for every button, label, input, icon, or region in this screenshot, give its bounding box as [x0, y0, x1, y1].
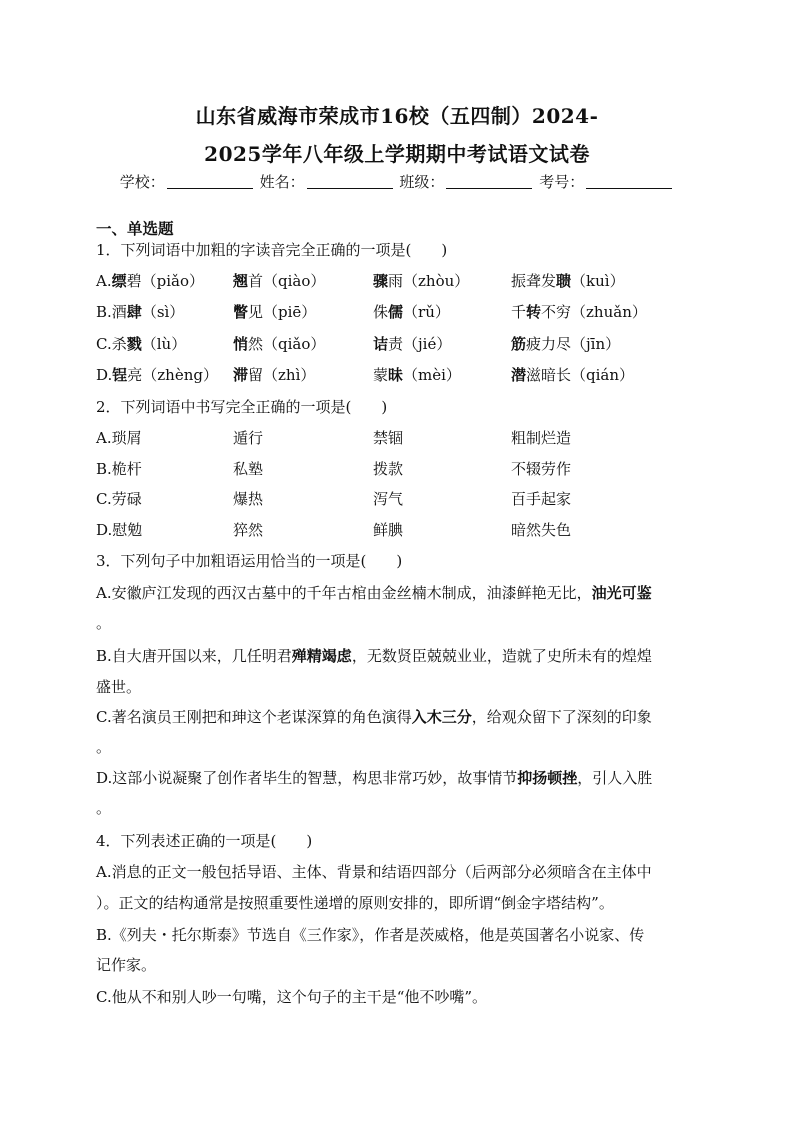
question-1-word: [233, 301, 316, 322]
question-1-word: [233, 270, 325, 291]
question-3-stem: 3．下列句子中加粗语运用恰当的一项是( ): [96, 552, 403, 570]
question-2-stem: 2．下列词语中书写完全正确的一项是( ): [96, 398, 388, 416]
word-pinyin: 见（piē）: [248, 303, 317, 321]
bold-character: 悄: [233, 335, 249, 353]
word-pinyin: 不穷（zhuǎn）: [541, 303, 647, 321]
bold-character: 瞥: [233, 303, 249, 321]
word-pinyin: 碧（piǎo）: [126, 272, 204, 290]
question-4-option-a-line1: A.消息的正文一般包括导语、主体、背景和结语四部分（后两部分必须暗含在主体中: [96, 863, 652, 881]
question-1-word: [96, 364, 218, 385]
question-1-word: [373, 301, 450, 322]
bold-character: 聩: [556, 272, 572, 290]
word-pinyin: 责（jié）: [388, 335, 452, 353]
q3-c-text: C.著名演员王刚把和珅这个老谋深算的角色演得: [96, 708, 412, 726]
question-1-word: [511, 270, 625, 291]
word-pinyin: 疲力尽（jīn）: [526, 335, 621, 353]
question-1-word: [373, 270, 469, 291]
word-pinyin: 首（qiào）: [248, 272, 326, 290]
q3-c-text2: ，给观众留下了深刻的印象: [471, 708, 652, 726]
question-1-word: [233, 364, 315, 385]
exam-title-line2: 2025学年八年级上学期期中考试语文试卷: [204, 142, 590, 166]
question-4-stem: 4．下列表述正确的一项是( ): [96, 832, 313, 850]
q3-d-text2: ，引人入胜: [577, 769, 653, 787]
question-1-word: [96, 333, 186, 354]
question-2-word: 禁锢: [373, 429, 404, 447]
question-2-word: 粗制烂造: [511, 429, 572, 447]
question-3-option-b: [96, 645, 652, 666]
question-1-word: [511, 301, 647, 322]
question-3-option-c-end: 。: [96, 738, 112, 756]
question-2-word: D.慰勉: [96, 521, 143, 539]
word-pinyin: 雨（zhòu）: [388, 272, 470, 290]
word-text: 千: [511, 303, 527, 321]
question-4-option-b-line2: 记作家。: [96, 956, 157, 974]
word-pinyin: （mèi）: [403, 366, 461, 384]
word-text: 振聋发: [511, 272, 557, 290]
question-1-word: [96, 301, 184, 322]
q3-b-text2: ，无数贤臣兢兢业业，造就了史所未有的煌煌: [351, 647, 652, 665]
q3-d-bold: 抑扬顿挫: [517, 769, 578, 787]
question-3-option-a: [96, 582, 652, 603]
q3-d-text: D.这部小说凝聚了创作者毕生的智慧，构思非常巧妙，故事情节: [96, 769, 518, 787]
bold-character: 昧: [388, 366, 404, 384]
section-heading: 一、单选题: [96, 219, 174, 238]
bold-character: 缥: [111, 272, 127, 290]
question-2-word: 百手起家: [511, 490, 572, 508]
question-1-word: [233, 333, 325, 354]
bold-character: 锃: [112, 366, 128, 384]
bold-character: 潜: [511, 366, 527, 384]
question-2-word: B.桅杆: [96, 460, 142, 478]
question-2-word: 不辍劳作: [511, 460, 572, 478]
bold-character: 儒: [388, 303, 404, 321]
q3-b-bold: 殚精竭虑: [291, 647, 352, 665]
question-2-word: 猝然: [233, 521, 264, 539]
student-info-line: [0, 171, 794, 192]
word-text: C.杀: [96, 335, 127, 353]
q3-c-bold: 入木三分: [411, 708, 472, 726]
question-2-word: 爆热: [233, 490, 264, 508]
exam-title-line1: 山东省威海市荣成市16校（五四制）2024-: [195, 104, 599, 128]
word-text: 蒙: [373, 366, 389, 384]
word-pinyin: 滋暗长（qián）: [526, 366, 635, 384]
question-1-word: [511, 364, 634, 385]
question-4-option-a-line2: ）。正文的结构通常是按照重要性递增的原则安排的，即所谓“倒金字塔结构”。: [96, 894, 614, 912]
bold-character: 诘: [373, 335, 389, 353]
word-text: B.酒: [96, 303, 127, 321]
question-2-word: 暗然失色: [511, 521, 572, 539]
q3-a-text: A.安徽庐江发现的西汉古墓中的千年古棺由金丝楠木制成，油漆鲜艳无比，: [96, 584, 592, 602]
question-2-word: 遁行: [233, 429, 264, 447]
bold-character: 转: [526, 303, 542, 321]
question-3-option-d: [96, 767, 652, 788]
name-label: 姓名：: [259, 173, 305, 191]
q3-b-text: B.自大唐开国以来，几任明君: [96, 647, 292, 665]
question-2-word: 私塾: [233, 460, 264, 478]
question-1-word: [96, 270, 204, 291]
bold-character: 滞: [233, 366, 249, 384]
word-pinyin: 亮（zhèng）: [127, 366, 218, 384]
question-4-option-b-line1: B.《列夫・托尔斯泰》节选自《三作家》，作者是茨威格，他是英国著名小说家、传: [96, 926, 645, 944]
word-pinyin: （sì）: [141, 303, 185, 321]
bold-character: 骤: [373, 272, 389, 290]
question-2-word: 泻气: [373, 490, 404, 508]
q3-a-bold: 油光可鉴: [591, 584, 652, 602]
exam-number-blank[interactable]: [586, 174, 672, 189]
bold-character: 筋: [511, 335, 527, 353]
school-blank[interactable]: [167, 174, 253, 189]
question-2-word: A.琐屑: [96, 429, 142, 447]
question-4-option-c: C.他从不和别人吵一句嘴，这个句子的主干是“他不吵嘴”。: [96, 988, 488, 1006]
question-1-word: [373, 333, 451, 354]
question-1-word: [373, 364, 461, 385]
name-blank[interactable]: [307, 174, 393, 189]
exam-number-label: 考号：: [539, 173, 585, 191]
class-label: 班级：: [399, 173, 445, 191]
question-1-stem: 1．下列词语中加粗的字读音完全正确的一项是( ): [96, 241, 448, 259]
bold-character: 肆: [126, 303, 142, 321]
bold-character: 翘: [233, 272, 249, 290]
word-text: D.: [96, 366, 113, 384]
question-3-option-d-end: 。: [96, 799, 112, 817]
question-3-option-b-end: 盛世。: [96, 678, 142, 696]
word-pinyin: 然（qiǎo）: [248, 335, 326, 353]
class-blank[interactable]: [446, 174, 532, 189]
question-2-word: 拨款: [373, 460, 404, 478]
bold-character: 戮: [126, 335, 142, 353]
word-text: 侏: [373, 303, 389, 321]
question-2-word: 鲜腆: [373, 521, 404, 539]
word-pinyin: （lù）: [141, 335, 187, 353]
word-text: A.: [96, 272, 112, 290]
question-3-option-a-end: 。: [96, 614, 112, 632]
word-pinyin: （kuì）: [571, 272, 625, 290]
word-pinyin: 留（zhì）: [248, 366, 316, 384]
question-3-option-c: [96, 706, 652, 727]
word-pinyin: （rǔ）: [403, 303, 450, 321]
question-2-word: C.劳碌: [96, 490, 142, 508]
school-label: 学校：: [119, 173, 165, 191]
question-1-word: [511, 333, 620, 354]
